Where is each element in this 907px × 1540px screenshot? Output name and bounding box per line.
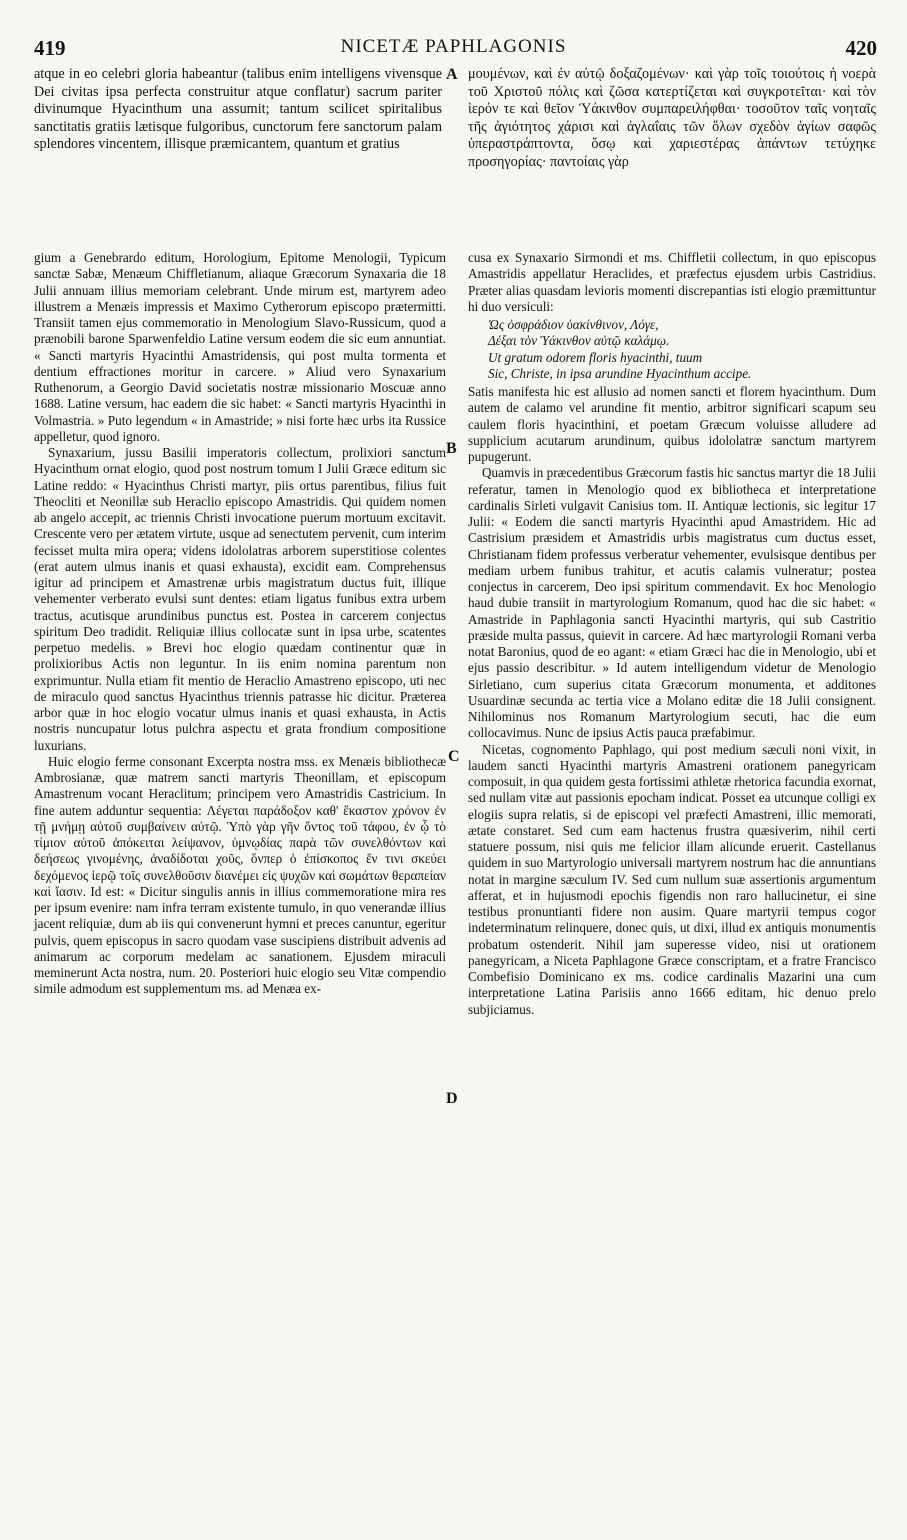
page-number-left: 419 bbox=[34, 36, 66, 60]
verse-line: Ὡς ὀσφράδιον ὑακίνθινον, Λόγε, bbox=[488, 317, 659, 332]
commentary-left-column bbox=[34, 250, 446, 998]
marker-b: B bbox=[446, 440, 457, 457]
marker-c: C bbox=[448, 748, 460, 765]
commentary-paragraph: cusa ex Synaxario Sirmondi et ms. Chiffletii collectum, in quo episcopus Amastridis appellatur Heraclides, et præfectus ejusdem urbis Castridius. Præter alias quasdam levioris momenti discrepantias isti elogio præmittuntur hi duo versiculi: bbox=[468, 250, 876, 314]
commentary-paragraph: Quamvis in præcedentibus Græcorum fastis hic sanctus martyr die 18 Julii referatur, tamen in Menologio quod ex bibliotheca et interpretatione cardinalis Sirleti vulgavit Canisius tom. II. Antiquæ lectionis, sic legitur 17 Julii: « Eodem die sancti martyris Hyacinthi apud Amastridem. Hic ad Castrisium præsidem et Amastridis urbis magistratus cum ductus esset, Christianam fidem professus verberatur vehementer, evulsisque dentibus per mediam urbem funibus trahitur, et acutis calamis vulneratur; postea conjectus in carcerem, Deo ipsi spiritum commendavit. Ex hoc Menologio haud dubie transiit in martyrologium Romanum, quod hac die sic habet: « Amastride in Paphlagonia sancti Hyacinthi martyris, qui sub Castritio præside multa passus, quievit in carcere. Ad hæc martyrologii Romani verba notat Baronius, quod de eo agant: « etiam Græci hac die in Menologio, ubi et ejus passio describitur. » Id autem intelligendum videtur de Menologio Sirletiano, cum superius citata Græcorum monumenta, et additones Usuardinæ secunda ac tertia vice a Molano editæ die 18 Julii consignent. Nihilominus nos Romanum Martyrologium secuti, hac die eum collocavimus. Nunc de ipsius Actis pauca præfabimur. bbox=[468, 465, 876, 741]
commentary-paragraph: Synaxarium, jussu Basilii imperatoris collectum, prolixiori sanctum Hyacinthum ornat elogio, quod post nostrum tomum I Julii Græce editum sic Latine reddo: « Hyacinthus Christi martyr, piis ortus parentibus, filius fuit Theocliti et Neonillæ sub Heraclio episcopo Amastridis. Qui quidem nomen ab angelo accepit, ac triennis Christi invocatione puerum mortuum excitavit. Crescente vero per ætatem virtute, usque ad senectutem pervenit, cum interim fecisset multa mira opera; videns idololatras arborem superstitiose colentes (erat autem ulmus inanis et quasi exhausta), excidit eam. Comprehensus igitur ad principem et Amastrenæ urbis magistratum ductus fuit, illique vehementer verberato evulsi sunt dentes: etiam ligatus funibus extra urbem tractus, acutisque arundinibus punctus est. Postea in carcerem conjectus spiritum Deo tradidit. Reliquiæ illius collocatæ sunt in ipsa urbe, scatentes perpetuo medelis. » Brevi hoc elogio quædam continentur quæ in prolixioribus Actis non leguntur. In iis enim nomina parentum non exprimuntur. Nulla etiam fit mentio de Heraclio Amastreno episcopo, uti nec de miraculo quod sanctus Hyacinthus triennis patrasse hic dicitur. Præterea arbor quæ in hoc elogio vocatur ulmus inanis et quasi exhausta, in Actis nostris nuncupatur lotus pulchra aspectu et grata frondium compositione luxurians. bbox=[34, 445, 446, 753]
running-title: NICETÆ PAPHLAGONIS bbox=[340, 36, 567, 57]
commentary-paragraph: Huic elogio ferme consonant Excerpta nostra mss. ex Menæis bibliothecæ Ambrosianæ, quæ matrem sancti martyris Theonillam, et episcopum Amastrenum vocant Heraclitum; principem vero Amastridis Castricium. In fine autem adduntur sequentia: Λέγεται παράδοξον καθ' ἕκαστον χρόνον ἐν τῇ μνήμῃ αὐτοῦ συμβαίνειν αὐτῷ. Ὑπὸ γὰρ γῆν ὄντος τοῦ τάφου, ἐν ᾧ τὸ τίμιον αὐτοῦ ἀπόκειται λείψανον, ὑμνῳδίας παρὰ τῶν συνελθόντων καὶ δεήσεως γινομένης, ἀναδίδοται χοῦς, ὅνπερ ὁ ἐπίσκοπος ἔν τινι σκεύει δεχόμενος ἱερῷ τοῖς συνελθοῦσιν διανέμει εἰς ψυχῶν καὶ σωμάτων θεραπείαν καὶ ἴασιν. Id est: « Dicitur singulis annis in illius commemoratione mira res per ipsum evenire: nam infra terram existente tumulo, in quo venerandæ illius jacent reliquiæ, dum ab iis qui convenerunt hymni et preces canuntur, egeritur pulvis, quem episcopus in sacro quodam vase suscipiens distribuit advenis ad animarum ac corporum medelam ac sanationem. Ejusdem miraculi meminerunt Acta nostra, num. 20. Posteriori huic elogio seu Vitæ compendio simile admodum est supplementum ms. ad Menæa ex- bbox=[34, 753, 446, 997]
verse-block bbox=[488, 317, 876, 382]
verse-line: Ut gratum odorem floris hyacinthi, tuum bbox=[488, 349, 703, 365]
commentary-paragraph: gium a Genebrardo editum, Horologium, Epitome Menologii, Typicum sanctæ Sabæ, Menæum Chiffletianum, aliaque Græcorum Synaxaria die 18 Julii annuam illius memoriam celebrant. Unde mirum est, martyrem adeo illustrem a Menæis impressis et Maximo Cytherorum episcopo prætermitti. Transiit tamen ejus commemoratio in Menologium Slavo-Russicum, quod a prænobili barone Sparwenfeldio Latine versum eodem die sic eum annuntiat. « Sancti martyris Hyacinthi Amastridensis, qui post multa tormenta et dentium effractiones moritur in carcere. » Aliud vero Synaxarium Ruthenorum, a Georgio David societatis nostræ missionario Moscuæ anno 1688. Latine versum, hac eadem die sic habet: « Sancti martyris Hyacinthi in Volmastria. » Puto legendum « in Amastride; » nisi forte hæc urbs ita Russice appelletur, quod ignoro. bbox=[34, 250, 446, 444]
verse-line: Δέξαι τὸν Ὑάκινθον αὐτῷ καλάμῳ. bbox=[488, 333, 670, 349]
commentary-right-column bbox=[468, 250, 876, 1018]
verse-line: Sic, Christe, in ipsa arundine Hyacinthum accipe. bbox=[488, 365, 752, 381]
page-number-right: 420 bbox=[845, 36, 877, 60]
top-right-text bbox=[468, 66, 876, 172]
top-left-text bbox=[34, 66, 442, 154]
marker-a: A bbox=[446, 66, 458, 83]
greek-original: μουμένων, καὶ ἐν αὐτῷ δοξαζομένων· καὶ γὰρ τοῖς τοιούτοις ἡ νοερὰ τοῦ Χριστοῦ πόλις καὶ ζῶσα κατερτίζεται καὶ συγκροτεῖται· καὶ τὸν ἱερόν τε καὶ θεῖον Ὑάκινθον συμπαρειλήφθαι· τοσοῦτον ταῖς νοηταῖς τῆς ἁγιότητος χάρισι καὶ ἀγλαΐαις τῶν ὅλων σχεδὸν ἁγίων σαφῶς ὑπεραστράπτοντα, ὅσῳ καὶ χαριεστέρας ἁπάντων τετύχηκε προσηγορίας· παντοίαις γὰρ bbox=[468, 66, 876, 170]
latin-translation: atque in eo celebri gloria habeantur (talibus enim intelligens vivensque Dei civitas ipsa perfecta construitur atque conflatur) sacrum pariter divinumque Hyacinthum una assumit; tantum scilicet spiritalibus sanctitatis gratiis lætisque fulgoribus, cunctorum fere sanctorum palam splendores vincentem, illisque præmicantem, quantum et gratius bbox=[34, 66, 442, 153]
commentary-paragraph: Nicetas, cognomento Paphlago, qui post medium sæculi noni vixit, in laudem sancti Hyacinthi martyris Amastreni orationem panegyricam composuit, in qua quidem gesta fortissimi athletæ rhetorica facundia exornat, sed nullam vitæ aut passionis epocham indicat. Posset ea utcunque colligi ex elogiis supra relatis, si de episcopi vel præfecti Amastreni, illic memorati, ætate constaret. Sed cum eam hactenus frustra quæsiverim, nihil certi statuere possum, nisi quis me felicior illam alicunde eruerit. Castellanus quidem in suo Martyrologio universali martyrem nostrum hac die annuntians notat in margine sæculum IV. Sed cum nullum suæ assertionis argumentum afferat, et in hujusmodi epochis figendis non raro hallucinetur, ei sine testibus pronuntianti fidere non ausim. Quare martyrii tempus cogor indeterminatum relinquere, donec quis, ut dixi, illud ex antiquis monumentis probatum ostenderit. Nihil jam superesse video, nisi ut orationem panegyricam, a Niceta Paphlagone Græce conscriptam, et a fratre Francisco Combefisio Dominicano ex ms. codice cardinalis Mazarini una cum interpretatione Latina Parisiis anno 1666 editam, hic denuo prelo subjiciamus. bbox=[468, 741, 876, 1017]
marker-d: D bbox=[446, 1090, 458, 1107]
commentary-paragraph: Satis manifesta hic est allusio ad nomen sancti et florem hyacinthum. Dum autem de calamo vel arundine fit mentio, arbitror significari scapum seu caulem floris hyacinthini, et poetam Græcum voluisse alludere ad supplicium acutarum arundinum, quibus idololatræ sanctum martyrem pupugerunt. bbox=[468, 384, 876, 464]
